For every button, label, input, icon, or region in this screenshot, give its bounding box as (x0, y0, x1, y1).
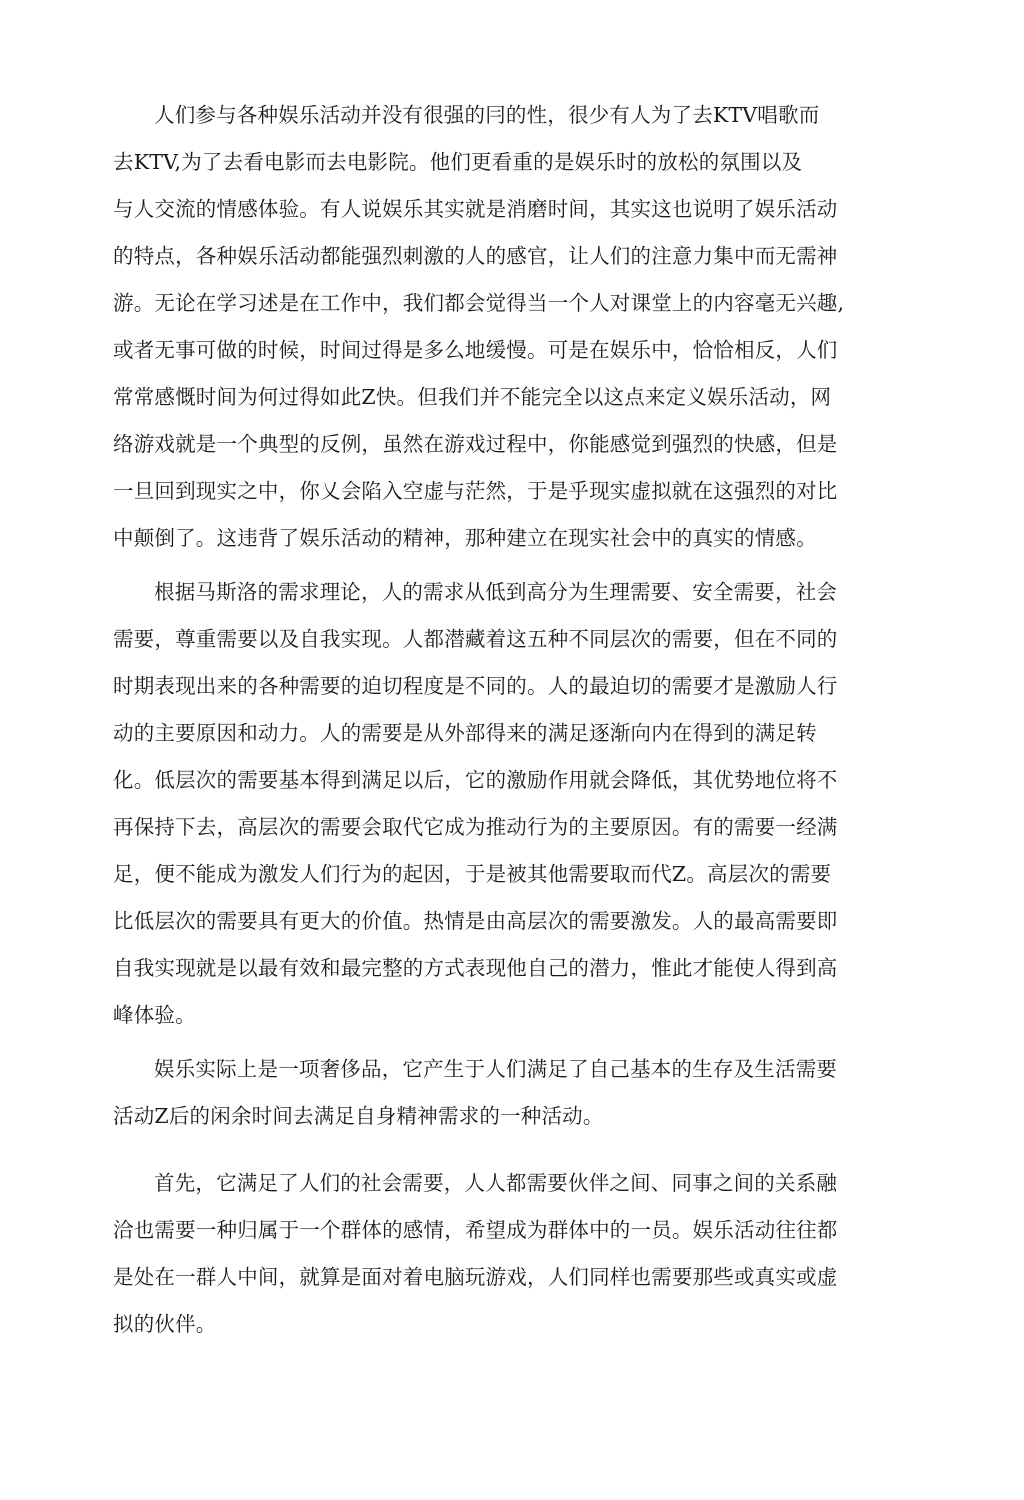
text-line: 或者无事可做的时候，时间过得是多么地缓慢。可是在娱乐中，恰恰相反，人们 (113, 338, 838, 362)
text-line: 常常感慨时间为何过得如此Z快。但我们并不能完全以这点来定义娱乐活动，网 (113, 385, 832, 409)
text-line: 的特点，各种娱乐活动都能强烈刺激的人的感官，让人们的注意力集中而无需神 (113, 244, 838, 268)
text-line: 首先，它满足了人们的社会需要，人人都需要伙伴之间、同事之间的关系融 (154, 1171, 838, 1195)
text-line: 游。无论在学习述是在工作中，我们都会觉得当一个人对课堂上的内容毫无兴趣, (113, 291, 845, 315)
text-line: 峰体验。 (113, 1003, 196, 1027)
text-line: 一旦回到现实之中，你乂会陷入空虚与茫然，于是乎现实虚拟就在这强烈的对比 (113, 479, 838, 503)
text-line: 洽也需要一种归属于一个群体的感情，希望成为群体中的一员。娱乐活动往往都 (113, 1218, 838, 1242)
text-line: 拟的伙伴。 (113, 1312, 217, 1336)
text-line: 再保持下去，高层次的需要会取代它成为推动行为的主要原因。有的需要一经满 (113, 815, 838, 839)
text-line: 动的主要原因和动力。人的需要是从外部得来的满足逐渐向内在得到的满足转 (113, 721, 817, 745)
paragraph-maslow-theory (113, 569, 873, 1039)
text-line: 比低层次的需要具有更大的价值。热情是由高层次的需要激发。人的最高需要即 (113, 909, 838, 933)
text-line: 活动Z后的闲余时间去满足自身精神需求的一种活动。 (113, 1104, 604, 1128)
paragraph-entertainment-purpose (113, 92, 873, 562)
paragraph-entertainment-luxury (113, 1046, 873, 1140)
paragraph-social-needs (113, 1160, 873, 1348)
text-line: 娱乐实际上是一项奢侈品，它产生于人们满足了自己基本的生存及生活需要 (154, 1057, 838, 1081)
text-line: 与人交流的情感体验。有人说娱乐其实就是消磨时间，其实这也说明了娱乐活动 (113, 197, 838, 221)
text-line: 足，便不能成为激发人们行为的起因，于是被其他需要取而代Z。高层次的需要 (113, 862, 832, 886)
text-line: 络游戏就是一个典型的反例，虽然在游戏过程中，你能感觉到强烈的快感，但是 (113, 432, 838, 456)
text-line: 是处在一群人中间，就算是面对着电脑玩游戏，人们同样也需要那些或真实或虚 (113, 1265, 838, 1289)
text-line: 中颠倒了。这违背了娱乐活动的精神，那种建立在现实社会中的真实的情感。 (113, 526, 817, 550)
text-line: 去KTV,为了去看电影而去电影院。他们更看重的是娱乐时的放松的氛围以及 (113, 150, 803, 174)
text-line: 根据马斯洛的需求理论，人的需求从低到高分为生理需要、安全需要，社会 (154, 580, 838, 604)
text-line: 化。低层次的需要基本得到满足以后，它的激励作用就会降低，其优势地位将不 (113, 768, 838, 792)
text-line: 需要，尊重需要以及自我实现。人都潜藏着这五种不同层次的需要，但在不同的 (113, 627, 838, 651)
text-line: 自我实现就是以最有效和最完整的方式表现他自己的潜力，惟此才能使人得到高 (113, 956, 838, 980)
text-line: 人们参与各种娱乐活动并没有很强的冃的性，很少有人为了去KTV唱歌而 (154, 103, 820, 127)
text-line: 时期表现出来的各种需要的迫切程度是不同的。人的最迫切的需要才是激励人行 (113, 674, 838, 698)
